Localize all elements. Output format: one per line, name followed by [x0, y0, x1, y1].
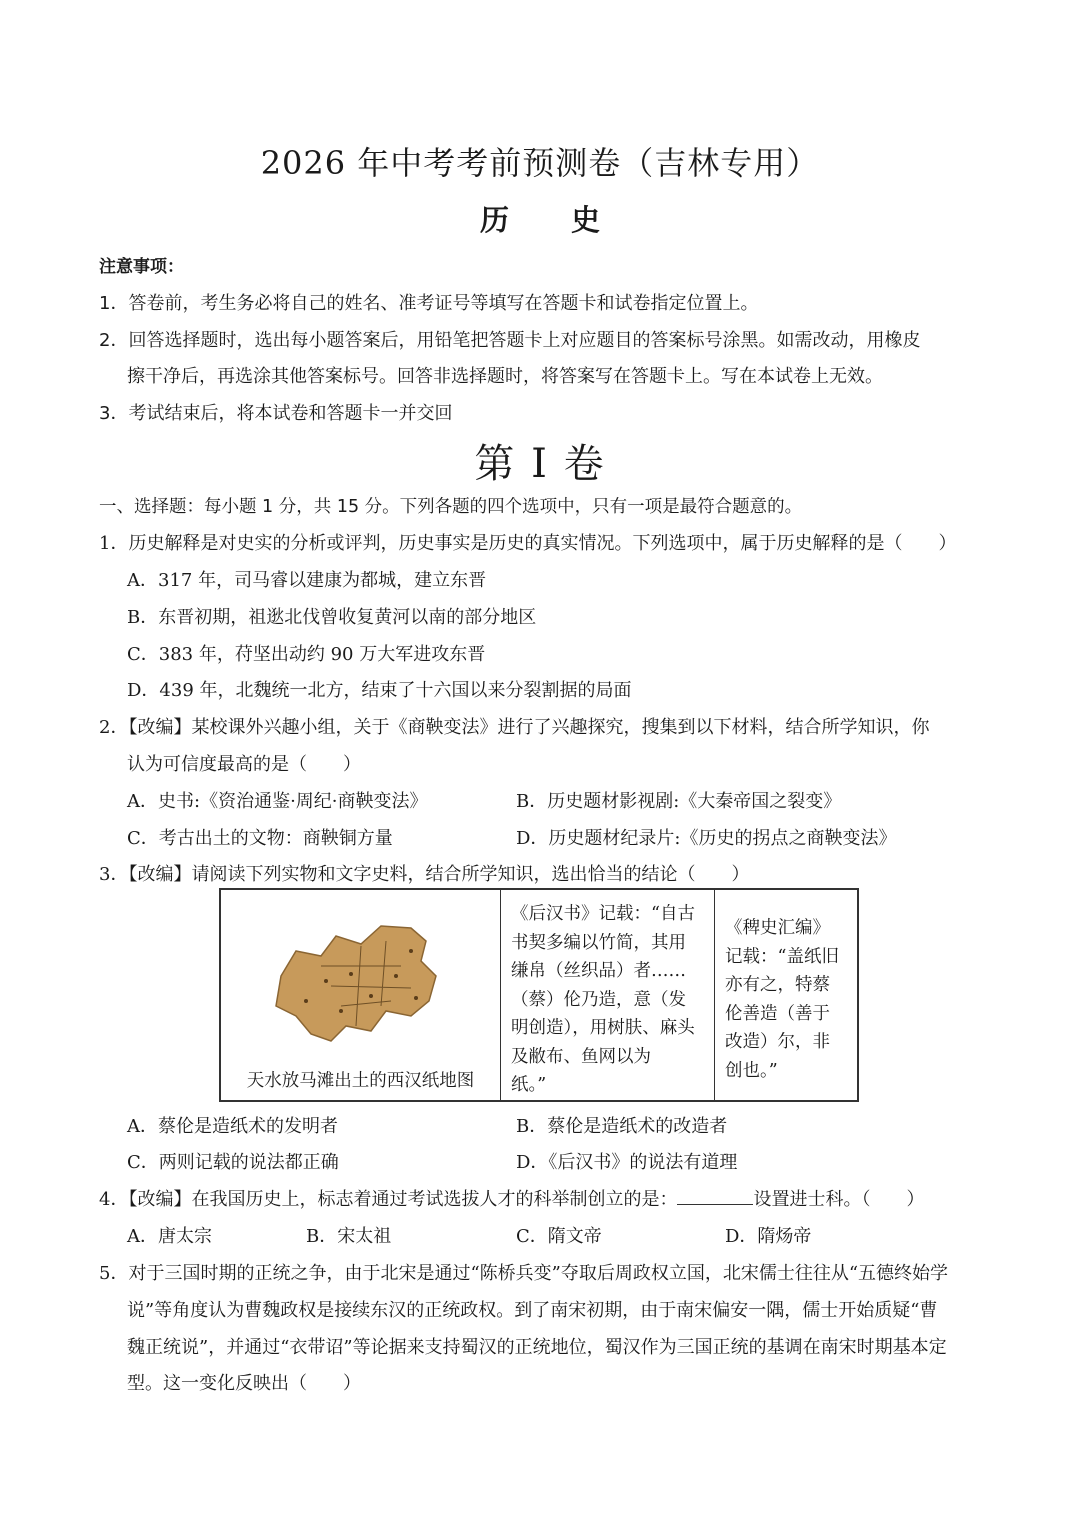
q2-option-c: C．考古出土的文物：商鞅铜方量: [127, 828, 393, 849]
q4-option-c: C．隋文帝: [516, 1226, 602, 1247]
q1-stem: 1．历史解释是对史实的分析或评判，历史事实是历史的真实情况。下列选项中，属于历史解释的是（ ）: [99, 533, 957, 554]
map-image-cell: [220, 889, 501, 1101]
q2-option-d: D．历史题材纪录片:《历史的拐点之商鞅变法》: [516, 828, 897, 849]
q5-line-3: 魏正统说”，并通过“衣带诏”等论据来支持蜀汉的正统地位，蜀汉作为三国正统的基调在南宋时期基本定: [127, 1337, 947, 1358]
q1-option-b: B．东晋初期，祖逖北伐曾收复黄河以南的部分地区: [127, 607, 537, 628]
notice-item-2-cont: 擦干净后，再选涂其他答案标号。回答非选择题时，将答案写在答题卡上。写在本试卷上无效。: [127, 366, 883, 387]
hou-han-shu-text: 《后汉书》记载：“自古 书契多编以竹简，其用 缣帛（丝织品）者…… （蔡）伦乃造，意（发 明创造），用树肤、麻头 及敝布、鱼网以为 纸。”: [511, 904, 695, 1095]
source-text-hou-han-shu: [501, 889, 715, 1101]
paper-map-image: [261, 906, 461, 1056]
exam-title: 2026 年中考考前预测卷（吉林专用）: [260, 144, 820, 182]
volume-title: 第 I 卷: [474, 441, 606, 487]
q2-option-b: B．历史题材影视剧:《大秦帝国之裂变》: [516, 791, 842, 812]
q4-blank: [677, 1190, 753, 1205]
q3-source-table: [219, 888, 859, 1102]
notice-item-1: 1．答卷前，考生务必将自己的姓名、准考证号等填写在答题卡和试卷指定位置上。: [99, 293, 759, 314]
source-text-bai-shi: [715, 889, 859, 1101]
q5-line-2: 说”等角度认为曹魏政权是接续东汉的正统政权。到了南宋初期，由于南宋偏安一隅，儒士开始质疑“曹: [127, 1300, 938, 1321]
q1-option-a: A．317 年，司马睿以建康为都城，建立东晋: [127, 570, 487, 591]
q2-stem-line1: 2．【改编】某校课外兴趣小组，关于《商鞅变法》进行了兴趣探究，搜集到以下材料，结合所学知识，你: [99, 717, 930, 738]
q5-line-1: 5．对于三国时期的正统之争，由于北宋是通过“陈桥兵变”夺取后周政权立国，北宋儒士往往从“五德终始学: [99, 1263, 949, 1284]
q2-option-a: A．史书:《资治通鉴·周纪·商鞅变法》: [127, 791, 428, 812]
notice-item-3: 3．考试结束后，将本试卷和答题卡一并交回: [99, 403, 453, 424]
q4-option-a: A．唐太宗: [127, 1226, 212, 1247]
q3-option-b: B．蔡伦是造纸术的改造者: [516, 1116, 728, 1137]
notice-heading: 注意事项：: [99, 257, 184, 277]
subject-title: 历 史: [479, 203, 627, 237]
q4-option-d: D．隋炀帝: [725, 1226, 812, 1247]
q4-stem: [99, 1185, 924, 1211]
q3-option-d: D．《后汉书》的说法有道理: [516, 1152, 738, 1173]
q1-option-d: D．439 年，北魏统一北方，结束了十六国以来分裂割据的局面: [127, 680, 632, 701]
q3-option-a: A．蔡伦是造纸术的发明者: [127, 1116, 338, 1137]
map-caption: 天水放马滩出土的西汉纸地图: [246, 1071, 475, 1091]
q5-line-4: 型。这一变化反映出（ ）: [127, 1373, 361, 1394]
q2-stem-line2: 认为可信度最高的是（ ）: [127, 754, 361, 775]
section-heading: 一、选择题：每小题 1 分，共 15 分。下列各题的四个选项中，只有一项是最符合题意的。: [99, 497, 803, 517]
q1-option-c: C．383 年，苻坚出动约 90 万大军进攻东晋: [127, 644, 486, 665]
notice-item-2: 2．回答选择题时，选出每小题答案后，用铅笔把答题卡上对应题目的答案标号涂黑。如需改动，用橡皮: [99, 330, 921, 351]
q3-stem: 3．【改编】请阅读下列实物和文字史料，结合所学知识，选出恰当的结论（ ）: [99, 864, 750, 885]
q4-option-b: B．宋太祖: [306, 1226, 392, 1247]
q3-option-c: C．两则记载的说法都正确: [127, 1152, 339, 1173]
q4-stem-before: 4．【改编】在我国历史上，标志着通过考试选拔人才的科举制创立的是：: [99, 1189, 678, 1210]
bai-shi-text: 《稗史汇编》 记载：“盖纸旧 亦有之，特蔡 伦善造（善于 改造）尔，非 创也。”: [725, 918, 839, 1081]
q4-stem-after: 设置进士科。（ ）: [753, 1189, 925, 1210]
